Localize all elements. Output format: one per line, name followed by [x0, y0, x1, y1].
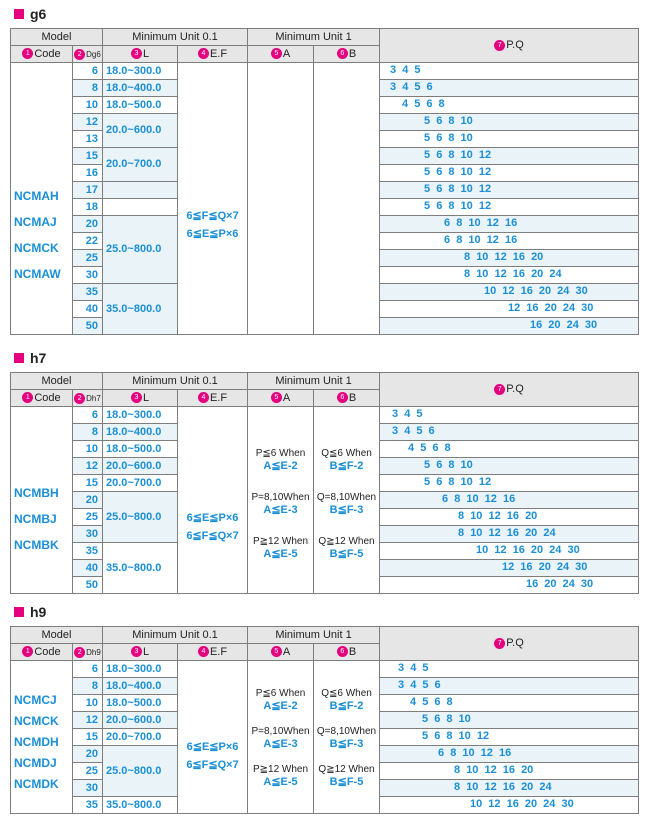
table-row: 35 35.0~800.0 10 12 16 20 24 30: [11, 543, 639, 560]
header-a: 5 A: [248, 46, 314, 63]
table-row: 17 5 6 8 10 12: [11, 182, 639, 199]
ef-formula: 6≦F≦Q×7: [186, 759, 239, 771]
header-dg: 2 Dg6: [73, 46, 103, 63]
table-row: 18 5 6 8 10 12: [11, 199, 639, 216]
table-row: 50 16 20 24 30: [11, 318, 639, 335]
table-row: 22 6 8 10 12 16: [11, 233, 639, 250]
circle-5-icon: 5: [271, 646, 282, 657]
code-item: NCMAJ: [14, 214, 57, 229]
code-item: NCMDH: [14, 734, 59, 749]
table-row: 40 12 16 20 24 30: [11, 301, 639, 318]
table-row: NCMBH NCMBJ NCMBK 6 18.0~300.0 6≦E≦P×6 6≦F≦Q×7 P≦6 When A≦E-2 P=8,10When A≦E-3 P≧12 When A≦E-5 Q≦6 When B≦F-2 Q=8,10When B≦F-3 Q≧12 When B≦F-5 3 4 5: [11, 407, 639, 424]
circle-3-icon: 3: [131, 48, 142, 59]
code-item: NCMCJ: [14, 692, 57, 707]
table-row: 35 35.0~800.0 10 12 16 20 24 30: [11, 284, 639, 301]
spec-table-g6: [10, 28, 639, 335]
b-cell: Q≦6 When B≦F-2 Q=8,10When B≦F-3 Q≧12 When B≦F-5: [314, 661, 380, 814]
ef-formula: 6≦E≦P×6: [186, 512, 239, 524]
pq-cell: 3 4 5: [380, 63, 639, 80]
table-row: 12 20.0~600.0 5 6 8 10: [11, 114, 639, 131]
header-ef: 4 E.F: [178, 46, 248, 63]
table-row: 30 8 10 12 16 20 24: [11, 780, 639, 797]
table-row: 25 8 10 12 16 20: [11, 509, 639, 526]
table-row: 12 20.0~600.0 5 6 8 10: [11, 458, 639, 475]
spec-table-h9: Model Minimum Unit 0.1 Minimum Unit 1 7 P.Q 1 Code 2 Dh9 3 L 4 E.F 5 A 6 B NCMCJ NCMCK NCMDH NCMDJ NCMDK 6 18.0~300.0 6≦E≦P×6 6≦F≦Q×7 P≦6 When A≦E-2 P=8,10When A≦E-3 P≧12 When A≦E-5 Q≦6 When B≦F-2 Q=8,10When B≦F-3 Q≧12 When B≦F-5 3 4 5 8 18.0~400.0 3 4 5 6 10 18.0~500.0 4 5 6 8 12 20.0~600.0 5 6 8 10 15 20.0~700.0 5 6 8 10 12 20 25.0~800.0 6 8 10 12 16 25 8 10 12 16 20 30 8 10 12 16 20 24 35 35.0~800.0 10 12 16 20 24 30: [10, 626, 639, 814]
ef-formula: 6≦F≦Q×7: [186, 530, 239, 542]
table-row: 15 20.0~700.0 5 6 8 10 12: [11, 475, 639, 492]
table-row: 35 35.0~800.0 10 12 16 20 24 30: [11, 797, 639, 814]
l-range: 18.0~300.0: [103, 63, 178, 80]
code-item: NCMAW: [14, 266, 61, 281]
header-pq: 7 P.Q: [380, 627, 639, 661]
ef-formula: 6≦E≦P×6: [186, 741, 239, 753]
table-row: 8 18.0~400.0 3 4 5 6: [11, 678, 639, 695]
circle-1-icon: 1: [22, 392, 33, 403]
code-item: NCMDK: [14, 776, 59, 791]
table-row: 20 25.0~800.0 6 8 10 12 16: [11, 216, 639, 233]
circle-5-icon: 5: [271, 48, 282, 59]
table-row: 25 8 10 12 16 20: [11, 250, 639, 267]
table-row: 10 18.0~500.0 4 5 6 8: [11, 97, 639, 114]
code-item: NCMAH: [14, 188, 59, 203]
ef-formula: 6≦E≦P×6: [186, 227, 239, 240]
table-row: 40 12 16 20 24 30: [11, 560, 639, 577]
header-min-1: Minimum Unit 1: [248, 29, 380, 46]
ef-cell: [178, 661, 248, 814]
header-model: Model: [11, 29, 103, 46]
pink-square-icon: [14, 9, 24, 19]
circle-4-icon: 4: [198, 646, 209, 657]
table-row: 10 18.0~500.0 4 5 6 8: [11, 695, 639, 712]
header-code: 1 Code: [11, 46, 73, 63]
code-item: NCMBH: [14, 486, 59, 500]
table-row: 16 5 6 8 10 12: [11, 165, 639, 182]
circle-7-icon: 7: [494, 384, 505, 395]
pink-square-icon: [14, 353, 24, 363]
header-min-01: Minimum Unit 0.1: [103, 29, 248, 46]
section-title-h7: h7: [14, 350, 46, 366]
header-pq: 7 P.Q: [380, 29, 639, 63]
table-row: 50 16 20 24 30: [11, 577, 639, 594]
table-row: 20 25.0~800.0 6 8 10 12 16: [11, 492, 639, 509]
circle-6-icon: 6: [337, 646, 348, 657]
ef-formula: 6≦F≦Q×7: [186, 209, 239, 222]
section-title-h9: h9: [14, 604, 46, 620]
code-item: NCMCK: [14, 240, 59, 255]
circle-2-icon: 2: [74, 647, 85, 658]
b-cell: [314, 63, 380, 335]
circle-5-icon: 5: [271, 392, 282, 403]
table-row: 15 20.0~700.0 5 6 8 10 12: [11, 729, 639, 746]
a-cell: [248, 63, 314, 335]
circle-3-icon: 3: [131, 646, 142, 657]
ef-cell: [178, 63, 248, 335]
b-cell: Q≦6 When B≦F-2 Q=8,10When B≦F-3 Q≧12 When B≦F-5: [314, 407, 380, 594]
header-l: 3 L: [103, 46, 178, 63]
table-row: 30 8 10 12 16 20 24: [11, 267, 639, 284]
circle-7-icon: 7: [494, 40, 505, 51]
code-item: NCMBK: [14, 538, 59, 552]
circle-4-icon: 4: [198, 392, 209, 403]
circle-7-icon: 7: [494, 638, 505, 649]
circle-2-icon: 2: [74, 393, 85, 404]
code-cell: [11, 661, 73, 814]
table-row: 10 18.0~500.0 4 5 6 8: [11, 441, 639, 458]
d-value: 6: [73, 63, 103, 80]
code-item: NCMDJ: [14, 755, 57, 770]
spec-table-h7: Model Minimum Unit 0.1 Minimum Unit 1 7 P.Q 1 Code 2 Dh7 3 L 4 E.F 5 A 6 B NCMBH NCMBJ NCMBK 6 18.0~300.0 6≦E≦P×6 6≦F≦Q×7 P≦6 When A≦E-2 P=8,10When A≦E-3 P≧12 When A≦E-5 Q≦6 When B≦F-2 Q=8,10When B≦F-3 Q≧12 When B≦F-5 3 4 5 8 18.0~400.0 3 4 5 6 10 18.0~500.0 4 5 6 8 12 20.0~600.0 5 6 8 10 15 20.0~700.0 5 6 8 10 12 20 25.0~800.0 6 8 10 12 16 25 8 10 12 16 20 30 8 10 12 16 20 24 35 35.0~800.0 10 12 16 20 24 30 40 12 16 20 24 30 50 16 20 24 30: [10, 372, 639, 594]
table-row: 25 8 10 12 16 20: [11, 763, 639, 780]
circle-4-icon: 4: [198, 48, 209, 59]
table-row: 8 18.0~400.0 3 4 5 6: [11, 80, 639, 97]
section-title-text: g6: [30, 6, 47, 22]
table-row: 20 25.0~800.0 6 8 10 12 16: [11, 746, 639, 763]
circle-1-icon: 1: [22, 646, 33, 657]
circle-1-icon: 1: [22, 48, 33, 59]
table-row: 12 20.0~600.0 5 6 8 10: [11, 712, 639, 729]
section-title-g6: [14, 6, 46, 22]
circle-3-icon: 3: [131, 392, 142, 403]
table-row: NCMCJ NCMCK NCMDH NCMDJ NCMDK 6 18.0~300.0 6≦E≦P×6 6≦F≦Q×7 P≦6 When A≦E-2 P=8,10When A≦E-3 P≧12 When A≦E-5 Q≦6 When B≦F-2 Q=8,10When B≦F-3 Q≧12 When B≦F-5 3 4 5: [11, 661, 639, 678]
code-cell: [11, 63, 73, 335]
table-row: [11, 63, 639, 80]
header-pq: 7 P.Q: [380, 373, 639, 407]
table-row: 30 8 10 12 16 20 24: [11, 526, 639, 543]
table-row: 8 18.0~400.0 3 4 5 6: [11, 424, 639, 441]
code-item: NCMCK: [14, 713, 59, 728]
a-cell: P≦6 When A≦E-2 P=8,10When A≦E-3 P≧12 When A≦E-5: [248, 407, 314, 594]
circle-6-icon: 6: [337, 48, 348, 59]
table-row: 15 20.0~700.0 5 6 8 10 12: [11, 148, 639, 165]
code-cell: [11, 407, 73, 594]
circle-2-icon: 2: [74, 49, 85, 60]
circle-6-icon: 6: [337, 392, 348, 403]
header-b: 6 B: [314, 46, 380, 63]
table-row: 13 5 6 8 10: [11, 131, 639, 148]
pink-square-icon: [14, 607, 24, 617]
code-item: NCMBJ: [14, 512, 57, 526]
ef-cell: [178, 407, 248, 594]
a-cell: P≦6 When A≦E-2 P=8,10When A≦E-3 P≧12 When A≦E-5: [248, 661, 314, 814]
